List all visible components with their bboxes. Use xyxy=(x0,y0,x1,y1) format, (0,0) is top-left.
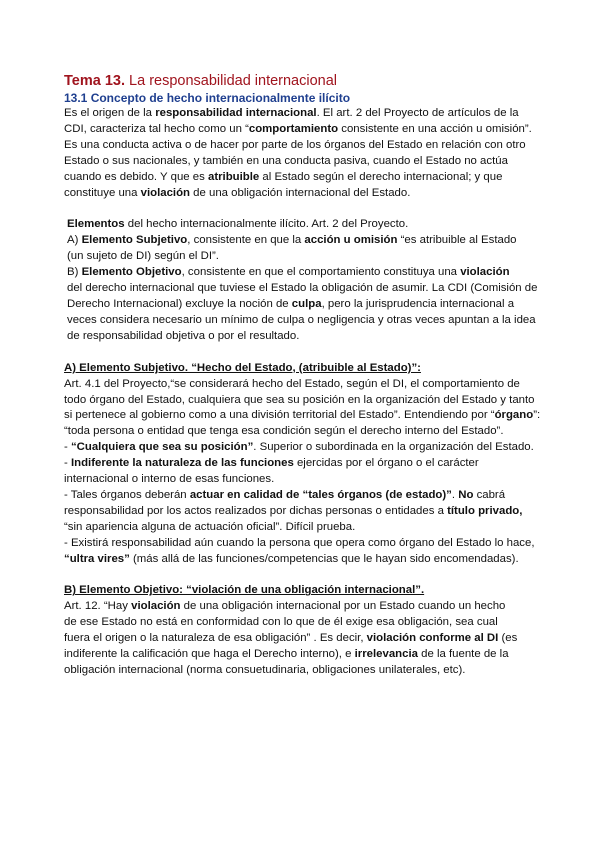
page-title xyxy=(64,72,548,90)
text-line: Es el origen de la responsabilidad internacional. El art. 2 del Proyecto de artículos de la xyxy=(64,107,519,119)
bold-term: violación xyxy=(460,266,510,279)
bold-term: Indiferente la naturaleza de las funciones xyxy=(70,457,294,470)
text-line: constituye una violación de una obligación internacional del Estado. xyxy=(64,186,411,199)
bold-term: Elemento Subjetivo xyxy=(81,234,188,247)
text-line: obligación internacional (norma consuetudinaria, obligaciones unilaterales, etc). xyxy=(64,664,466,676)
text-line: del derecho internacional que tuviese el Estado la obligación de asumir. La CDI (Comisión de xyxy=(67,282,538,295)
text-line: responsabilidad por los actos realizados por dichas personas o entidades a título privado, xyxy=(64,504,523,517)
text-line: cuando es debido. Y que es atribuible al Estado según el derecho internacional; y que xyxy=(64,170,503,183)
bold-term: comportamiento xyxy=(248,122,339,135)
bold-term: Elementos xyxy=(67,218,125,231)
text-line: Derecho Internacional) excluye la noción de culpa, pero la jurisprudencia internacional a xyxy=(67,297,515,310)
bold-term: “ultra vires” xyxy=(64,552,130,565)
text-line: internacional o interno de esas funciones. xyxy=(64,473,275,486)
bold-term: violación conforme al DI xyxy=(366,632,499,645)
text-line: de responsabilidad objetiva o por el resultado. xyxy=(67,329,300,342)
paragraph-gap xyxy=(64,201,548,217)
bold-term: “Cualquiera que sea su posición” xyxy=(70,441,254,454)
text-line: - Tales órganos deberán actuar en calidad de “tales órganos (de estado)”. No cabrá xyxy=(64,488,506,501)
text-line: indiferente la calificación que haga el Derecho interno), e irrelevancia de la fuente de la xyxy=(64,648,509,661)
text-line: si pertenece al gobierno como a una división territorial del Estado”. Entendiendo por “órgano”: xyxy=(64,409,541,422)
text-line: “ultra vires” (más allá de las funciones/competencias que le hayan sido encomendadas). xyxy=(64,552,519,565)
text-line: - Indiferente la naturaleza de las funciones ejercidas por el órgano o el carácter xyxy=(64,457,479,470)
bold-term: violación xyxy=(131,600,181,613)
text-line: todo órgano del Estado, cualquiera que sea su posición en la organización del Estado y tanto xyxy=(64,393,535,406)
text-line: Art. 12. “Hay violación de una obligación internacional por un Estado cuando un hecho xyxy=(64,600,506,613)
text-line: - “Cualquiera que sea su posición”. Superior o subordinada en la organización del Estado. xyxy=(64,441,534,454)
bold-term: actuar en calidad de “tales órganos (de estado)” xyxy=(189,488,452,501)
text-line: (un sujeto de DI) según el DI”. xyxy=(67,250,219,263)
bold-term: título privado, xyxy=(447,504,523,517)
section-1-subtitle: 13.1 Concepto de hecho internacionalmente ilícito xyxy=(64,91,351,105)
text-line: Elementos del hecho internacionalmente ilícito. Art. 2 del Proyecto. xyxy=(67,218,409,231)
text-line: “sin apariencia alguna de actuación oficial”. Difícil prueba. xyxy=(64,520,356,533)
bold-term: responsabilidad internacional xyxy=(155,107,317,119)
title-text: La responsabilidad internacional xyxy=(129,73,338,89)
text-line: fuera el origen o la naturaleza de esa obligación” . Es decir, violación conforme al DI (es xyxy=(64,632,518,645)
document-body xyxy=(64,72,548,679)
section-3-paragraph xyxy=(64,377,548,568)
bold-term: órgano xyxy=(494,409,534,422)
section-4-heading: B) Elemento Objetivo: “violación de una obligación internacional”. xyxy=(64,584,425,597)
title-number: Tema 13. xyxy=(64,73,125,89)
section-4-paragraph xyxy=(64,599,548,679)
text-line: “toda persona o entidad que tenga esa condición según el derecho interno del Estado”. xyxy=(64,425,504,438)
text-line: B) Elemento Objetivo, consistente en que el comportamiento constituya una violación xyxy=(67,266,510,279)
bold-term: Elemento Objetivo xyxy=(81,266,182,279)
bold-term: violación xyxy=(140,186,190,199)
text-line: Estado o sus nacionales, y también en una conducta pasiva, cuando el Estado no actúa xyxy=(64,154,508,167)
bold-term: irrelevancia xyxy=(354,648,418,661)
text-line: A) Elemento Subjetivo, consistente en que la acción u omisión “es atribuible al Estado xyxy=(67,234,517,247)
bold-term: atribuible xyxy=(207,170,260,183)
section-2-paragraph xyxy=(64,217,548,344)
text-line: Es una conducta activa o de hacer por parte de los órganos del Estado en relación con otro xyxy=(64,138,526,151)
text-line: de ese Estado no está en conformidad con lo que de él exige esa obligación, sea cual xyxy=(64,616,498,629)
bold-term: culpa xyxy=(291,297,322,310)
paragraph-gap xyxy=(64,567,548,583)
section-3-heading: A) Elemento Subjetivo. “Hecho del Estado, (atribuible al Estado)”: xyxy=(64,361,421,374)
text-line: veces considera necesario un mínimo de culpa o negligencia y otras veces apuntan a la idea xyxy=(67,313,536,326)
text-line: - Existirá responsabilidad aún cuando la persona que opera como órgano del Estado lo hace, xyxy=(64,536,535,549)
bold-term: acción u omisión xyxy=(304,234,398,247)
text-line: Art. 4.1 del Proyecto,“se considerará hecho del Estado, según el DI, el comportamiento de xyxy=(64,377,520,390)
text-line: CDI, caracteriza tal hecho como un “comportamiento consistente en una acción u omisión”. xyxy=(64,122,532,135)
paragraph-gap xyxy=(64,345,548,361)
bold-term: No xyxy=(458,488,474,501)
section-1-paragraph xyxy=(64,106,548,201)
